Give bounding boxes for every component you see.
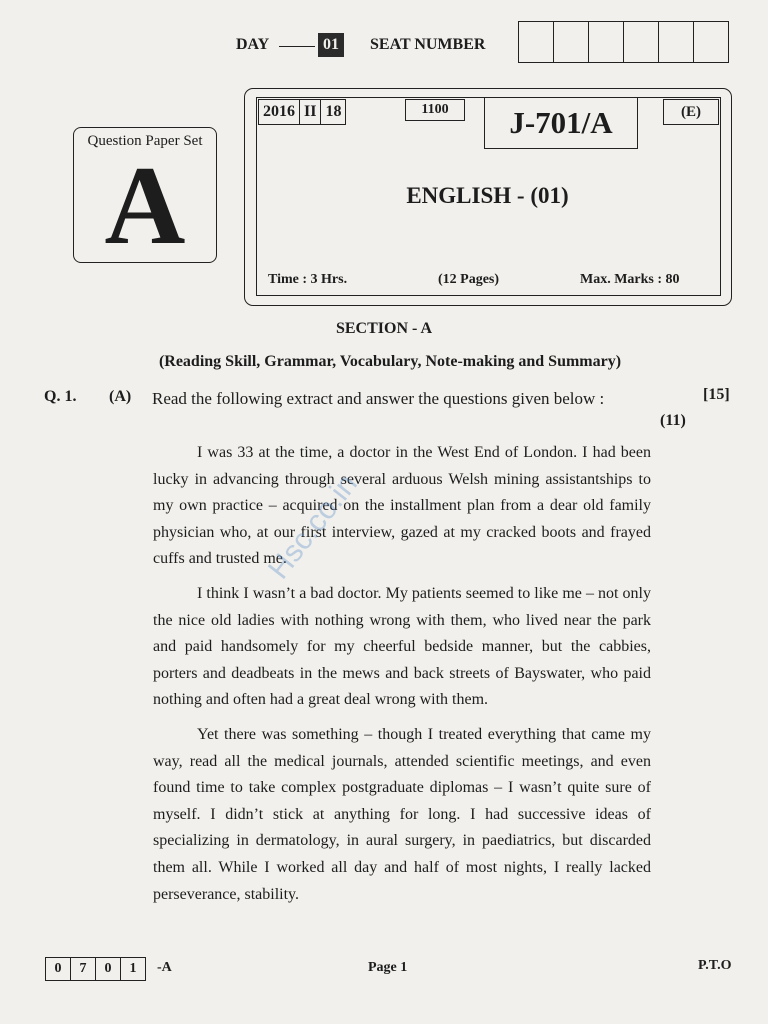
seat-number-box [659,22,694,62]
footer-code-box: 7 [71,958,96,980]
footer-code-boxes [45,957,146,981]
reading-passage [153,440,651,916]
question-part: (A) [109,388,132,405]
question-number: Q. 1. [44,388,77,405]
question-part-marks: (11) [660,412,686,429]
footer-code-box: 1 [129,961,137,976]
max-marks: Max. Marks : 80 [580,272,680,287]
seat-number-box [519,22,554,62]
question-paper-set-label: Question Paper Set [87,133,203,149]
page-number: Page 1 [368,960,408,975]
section-subtitle: (Reading Skill, Grammar, Vocabulary, Note-making and Summary) [158,353,622,370]
passage-paragraph: Yet there was something – though I treated everything that came my way, read all the medical journals, attended scientific meetings, and even found time to take complex postgraduate diplomas – I wasn’t quite sure of myself. I didn’t stick at anything for long. I had successive ideas of specializing in dermatology, in aural surgery, in paediatrics, but discarded them all. While I worked all day and half of most nights, I really lacked perseverance, stability. [153,725,651,903]
seat-number-boxes [518,21,729,63]
day-value-box: 01 [318,33,344,57]
watermark: Hsc.co.in [262,467,364,586]
passage-paragraph: I think I wasn’t a bad doctor. My patients seemed to like me – not only the nice old ladies with nothing wrong with them, who lived near the park and paid handsomely for my cheerful bedside manner, but the cabbies, porters and deadbeats in the mews and back streets of Bayswater, who paid nothing and often had a great deal wrong with them. [153,584,651,709]
question-paper-set-box [73,127,217,268]
exam-duration: Time : 3 Hrs. [268,272,348,287]
passage-paragraph: I was 33 at the time, a doctor in the West End of London. I had been lucky in advancing through several arduous Welsh mining assistantships to my own practice – acquired on the installment plan from a dear old family physician who, at our first interview, gazed at my cracked boots and frayed cuffs and trusted me. [153,444,651,568]
page-count: (12 Pages) [438,272,500,287]
seat-number-box [624,22,659,62]
exam-date-box: 18 [325,103,342,120]
seat-number-box [554,22,589,62]
footer-code-box: 0 [46,958,71,980]
exam-year-box: 2016 [259,100,300,124]
day-label: DAY [236,36,270,53]
paper-code: J-701/A [484,97,638,149]
question-paper-set-letter: A [104,144,186,268]
seat-number-box [589,22,624,62]
exam-code-boxes [258,99,346,125]
subject-title: ENGLISH - (01) [406,183,569,208]
section-title: SECTION - A [335,320,433,337]
footer-code-box: 0 [96,958,121,980]
please-turn-over: P.T.O [698,958,732,973]
question-total-marks: [15] [703,386,730,403]
seat-number-label: SEAT NUMBER [370,36,486,53]
seat-number-box [694,22,728,62]
question-instruction: Read the following extract and answer the questions given below : [152,389,605,408]
exam-term-box: II [300,100,321,124]
day-divider-line [279,46,315,47]
footer-code-suffix: -A [157,960,172,975]
medium-box: (E) [663,99,719,125]
exam-number-box: 1100 [405,99,465,121]
